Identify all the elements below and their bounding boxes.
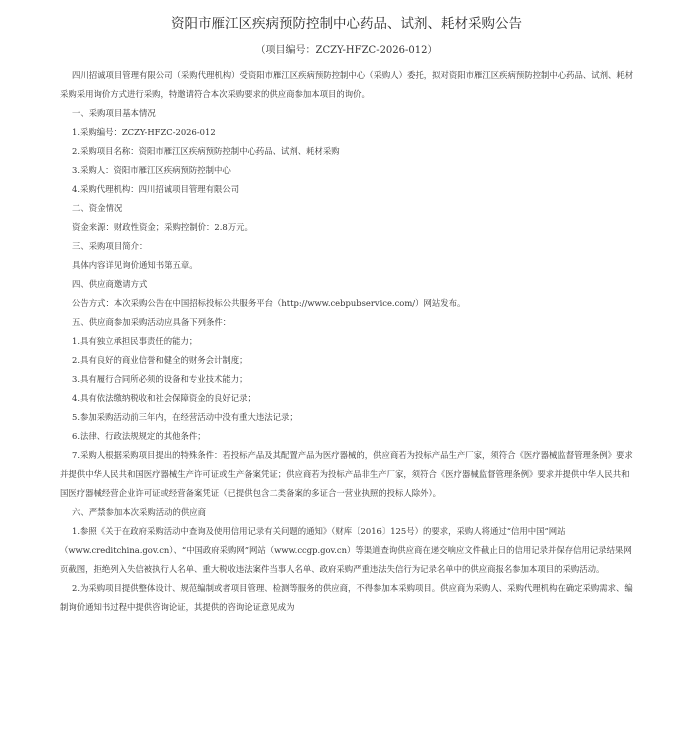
announcement-method-text: 公告方式：本次采购公告在中国招标投标公共服务平台（http://www.cebpubservice.com/）网站发布。 — [72, 298, 466, 308]
intro-paragraph: 四川招诚项目管理有限公司（采购代理机构）受资阳市雁江区疾病预防控制中心（采购人）委托，拟对资阳市雁江区疾病预防控制中心药品、试剂、耗材采购采用询价方式进行采购，特邀请符合本次采购要求的供应商参加本项目的询价。 — [60, 70, 634, 99]
project-number: （项目编号：ZCZY-HFZC-2026-012） — [255, 45, 438, 56]
project-summary-text: 具体内容详见询价通知书第五章。 — [72, 260, 198, 270]
section-2-heading: 二、资金情况 — [72, 203, 123, 213]
section-6-item-2: 2.为采购项目提供整体设计、规范编制或者项目管理、检测等服务的供应商，不得参加本采购项目。供应商为采购人、采购代理机构在确定采购需求、编制询价通知书过程中提供咨询论证，其提供的咨询论证意见成为 — [60, 583, 633, 612]
section-5-item-7: 7.采购人根据采购项目提出的特殊条件：若投标产品及其配置产品为医疗器械的，供应商若为投标产品生产厂家，须符合《医疗器械监督管理条例》要求并提供中华人民共和国医疗器械生产许可证或生产备案凭证；供应商若为投标产品非生产厂家，须符合《医疗器械监督管理条例》要求并提供中华人民共和国医疗器械经营企业许可证或经营备案凭证（已提供包含二类备案的多证合一营业执照的投标人除外）。 — [60, 450, 633, 498]
section-1-item: 2.采购项目名称：资阳市雁江区疾病预防控制中心药品、试剂、耗材采购 — [72, 146, 340, 156]
section-5-item: 1.具有独立承担民事责任的能力； — [72, 336, 198, 346]
funding-text: 资金来源：财政性资金；采购控制价：2.8万元。 — [72, 222, 253, 232]
section-3-heading: 三、采购项目简介： — [72, 241, 148, 251]
page-title: 资阳市雁江区疾病预防控制中心药品、试剂、耗材采购公告 — [171, 16, 522, 32]
section-1-heading: 一、采购项目基本情况 — [72, 108, 156, 118]
section-6-item-1: 1.参照《关于在政府采购活动中查询及使用信用记录有关问题的通知》（财库〔2016〕125号）的要求，采购人将通过“信用中国”网站（www.creditchina.gov.cn）、“中国政府采购网”网站（www.ccgp.gov.cn）等渠道查询供应商在递交响应文件截止日的信用记录并保存信用记录结果网页截图，拒绝列入失信被执行人名单、重大税收违法案件当事人名单、政府采购严重违法失信行为记录名单中的供应商报名参加本项目的采购活动。 — [60, 526, 632, 574]
section-5-item: 2.具有良好的商业信誉和健全的财务会计制度； — [72, 355, 248, 365]
document-body — [60, 66, 635, 617]
section-1-item: 1.采购编号：ZCZY-HFZC-2026-012 — [72, 127, 216, 137]
section-1-item: 4.采购代理机构：四川招诚项目管理有限公司 — [72, 184, 240, 194]
section-5-heading: 五、供应商参加采购活动应具备下列条件： — [72, 317, 232, 327]
section-5-item: 6.法律、行政法规规定的其他条件； — [72, 431, 206, 441]
section-5-item: 3.具有履行合同所必须的设备和专业技术能力； — [72, 374, 248, 384]
section-1-item: 3.采购人：资阳市雁江区疾病预防控制中心 — [72, 165, 231, 175]
section-4-heading: 四、供应商邀请方式 — [72, 279, 148, 289]
section-5-item: 5.参加采购活动前三年内，在经营活动中没有重大违法记录； — [72, 412, 298, 422]
section-5-item: 4.具有依法缴纳税收和社会保障资金的良好记录； — [72, 393, 256, 403]
section-6-heading: 六、严禁参加本次采购活动的供应商 — [72, 507, 206, 517]
